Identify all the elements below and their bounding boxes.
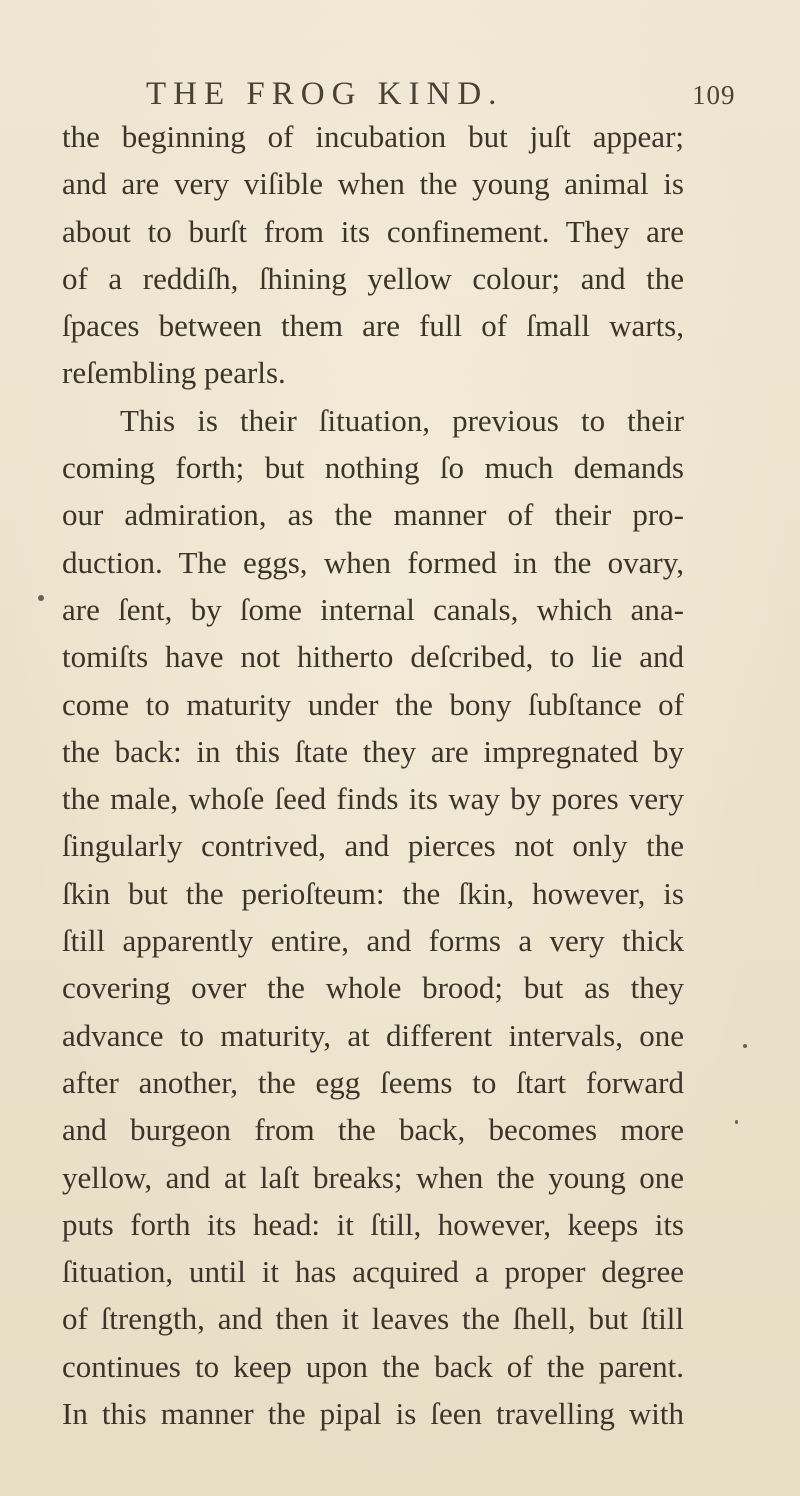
page-number: 109 — [692, 80, 736, 110]
body-text — [62, 113, 684, 1437]
text-line: our admiration, as the manner of their pro- — [62, 497, 684, 533]
text-line: the back: in this ſtate they are impregnated by — [62, 733, 684, 769]
text-line: This is their ſituation, previous to their — [120, 402, 684, 438]
text-line: ſituation, until it has acquired a proper degree — [62, 1254, 684, 1290]
text-line: are ſent, by ſome internal canals, which ana- — [62, 591, 684, 627]
text-line: continues to keep upon the back of the parent. — [62, 1348, 684, 1384]
text-line: advance to maturity, at different intervals, one — [62, 1017, 684, 1053]
text-line: and burgeon from the back, becomes more — [62, 1112, 684, 1148]
text-line: duction. The eggs, when formed in the ovary, — [62, 544, 684, 580]
text-line: In this manner the pipal is ſeen travelling with — [62, 1396, 684, 1432]
text-line: puts forth its head: it ſtill, however, keeps its — [62, 1206, 684, 1242]
text-line: ſkin but the perioſteum: the ſkin, however, is — [62, 875, 684, 911]
text-line: the beginning of incubation but juſt appear; — [62, 119, 684, 154]
text-line: of ſtrength, and then it leaves the ſhell, but ſtill — [62, 1301, 684, 1337]
text-line: of a reddiſh, ſhining yellow colour; and the — [62, 260, 684, 296]
text-line: coming forth; but nothing ſo much demands — [62, 450, 684, 486]
text-line: and are very viſible when the young animal is — [62, 166, 684, 202]
text-line: yellow, and at laſt breaks; when the young one — [62, 1159, 684, 1195]
text-line: come to maturity under the bony ſubſtance of — [62, 686, 684, 722]
text-line: about to burſt from its confinement. They are — [62, 213, 684, 249]
text-line: after another, the egg ſeems to ſtart forward — [62, 1064, 684, 1100]
text-line: covering over the whole brood; but as they — [62, 970, 684, 1006]
text-line: ſtill apparently entire, and forms a very thick — [62, 923, 684, 959]
paper-speck — [743, 1044, 747, 1048]
text-line: tomiſts have not hitherto deſcribed, to lie and — [62, 639, 684, 675]
running-title: THE FROG KIND. — [146, 76, 504, 112]
text-line: reſembling pearls. — [62, 355, 286, 391]
text-line: ſpaces between them are full of ſmall warts, — [62, 308, 684, 344]
text-line: the male, whoſe ſeed finds its way by pores very — [62, 781, 684, 817]
paper-speck — [735, 1120, 738, 1124]
paper-speck — [38, 595, 44, 601]
text-line: ſingularly contrived, and pierces not only the — [62, 828, 684, 864]
